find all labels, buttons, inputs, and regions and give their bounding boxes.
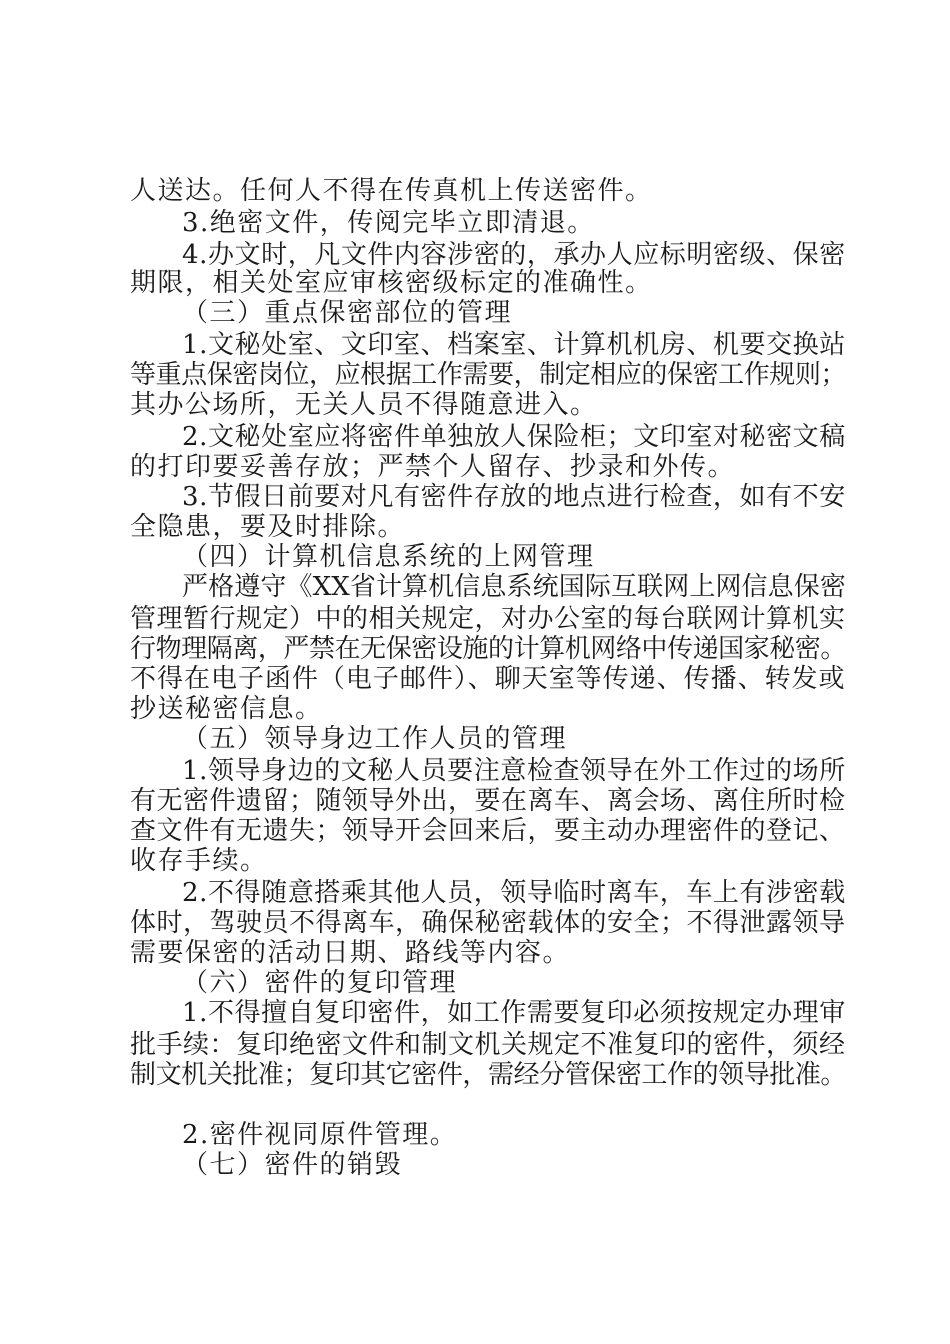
text-line: 2.不得随意搭乘其他人员，领导临时离车，车上有涉密载: [182, 878, 846, 908]
text-line: 2.文秘处室应将密件单独放人保险柜；文印室对秘密文稿: [182, 422, 846, 452]
section-heading: （五）领导身边工作人员的管理: [182, 724, 568, 754]
text-line: 行物理隔离，严禁在无保密设施的计算机网络中传递国家秘密。: [130, 634, 847, 664]
text-line: 的打印要妥善存放；严禁个人留存、抄录和外传。: [130, 452, 736, 482]
text-line: 管理暂行规定）中的相关规定，对办公室的每台联网计算机实: [130, 604, 846, 634]
section-heading: （七）密件的销毁: [182, 1150, 403, 1180]
text-line: 1.领导身边的文秘人员要注意检查领导在外工作过的场所: [182, 756, 846, 786]
text-line: 人送达。任何人不得在传真机上传送密件。: [130, 176, 653, 206]
text-line: 等重点保密岗位，应根据工作需要，制定相应的保密工作规则；: [130, 360, 847, 390]
section-heading: （六）密件的复印管理: [182, 968, 458, 998]
section-heading: （三）重点保密部位的管理: [182, 298, 513, 328]
section-heading: （四）计算机信息系统的上网管理: [182, 542, 595, 572]
text-line: 体时，驾驶员不得离车，确保秘密载体的安全；不得泄露领导: [130, 908, 846, 938]
text-line: 2.密件视同原件管理。: [182, 1120, 458, 1150]
text-line: 3.节假日前要对凡有密件存放的地点进行检查，如有不安: [182, 482, 846, 512]
text-line: 其办公场所，无关人员不得随意进入。: [130, 390, 598, 420]
text-line: 制文机关批准；复印其它密件，需经分管保密工作的领导批准。: [130, 1060, 847, 1090]
text-line: 收存手续。: [130, 846, 268, 876]
text-line: 4.办文时，凡文件内容涉密的，承办人应标明密级、保密: [182, 240, 846, 270]
text-line: 3.绝密文件，传阅完毕立即清退。: [182, 208, 595, 238]
text-line: 批手续：复印绝密文件和制文机关规定不准复印的密件，须经: [130, 1030, 846, 1060]
text-line: 期限，相关处室应审核密级标定的准确性。: [130, 268, 653, 298]
text-line: 有无密件遗留；随领导外出，要在离车、离会场、离住所时检: [130, 786, 846, 816]
text-line: 严格遵守《XX省计算机信息系统国际互联网上网信息保密: [182, 572, 847, 602]
text-line: 全隐患，要及时排除。: [130, 512, 406, 542]
text-line: 1.文秘处室、文印室、档案室、计算机机房、机要交换站: [182, 330, 846, 360]
text-line: 查文件有无遗失；领导开会回来后，要主动办理密件的登记、: [130, 816, 846, 846]
text-line: 抄送秘密信息。: [130, 694, 323, 724]
text-line: 不得在电子函件（电子邮件）、聊天室等传递、传播、转发或: [130, 664, 846, 694]
text-line: 需要保密的活动日期、路线等内容。: [130, 938, 571, 968]
text-line: 1.不得擅自复印密件，如工作需要复印必须按规定办理审: [182, 998, 846, 1028]
